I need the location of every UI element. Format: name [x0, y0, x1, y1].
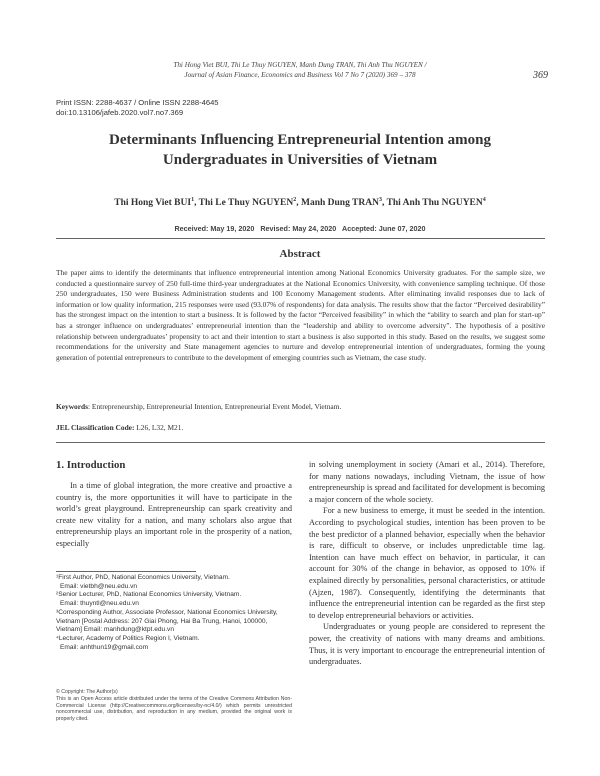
- abstract-heading: Abstract: [279, 248, 321, 260]
- author-2-affil: 2: [293, 197, 297, 203]
- author-1-affil: 1: [191, 197, 195, 203]
- copyright-line: © Copyright: The Author(s): [56, 689, 118, 695]
- right-column: [309, 459, 545, 668]
- author-3: Manh Dung TRAN: [301, 198, 379, 209]
- jel-text: L26, L32, M21.: [134, 423, 184, 432]
- right-paragraph-2: For a new business to emerge, it must be seeded in the intention. According to psychological studies, intention has been proven to be the best predictor of a planned behavior, especially when the behavior is rare, difficult to observe, or includes unpredictable time lag. Intention can have much effect on behavior, in particular, it can account for 30% of the change in behavior, as opposed to 10% if explained directly by personalities, personal characteristics, or attitude (Ajzen, 1987). Consequently, identifying the determinants that influence the entrepreneurial intention can be regarded as the first step to develop entrepreneurial behaviors or activities.: [309, 506, 545, 620]
- paper-title: [50, 130, 550, 170]
- section-heading: 1. Introduction: [56, 459, 126, 471]
- author-4: Thi Anh Thu NGUYEN: [386, 198, 483, 209]
- footnote-2: ²Senior Lecturer, PhD, National Economics University, Vietnam.: [56, 591, 242, 599]
- left-column: [56, 480, 292, 550]
- author-4-affil: 4: [482, 197, 486, 203]
- jel-label: JEL Classification Code:: [56, 423, 135, 432]
- footnote-divider: [56, 571, 196, 572]
- jel-codes: [56, 423, 183, 432]
- footnotes: [56, 574, 292, 652]
- submission-dates: Received: May 19, 2020 Revised: May 24, 2020 Accepted: June 07, 2020: [174, 224, 426, 233]
- keywords-text: : Entrepreneurship, Entrepreneurial Intention, Entrepreneurial Event Model, Vietnam.: [88, 402, 342, 411]
- divider-top: [56, 238, 545, 239]
- footnote-1: ¹First Author, PhD, National Economics University, Vietnam.: [56, 574, 230, 581]
- divider-bottom: [56, 442, 545, 443]
- header-authors: Thi Hong Viet BUI, Thi Le Thuy NGUYEN, Manh Dung TRAN, Thi Anh Thu NGUYEN /: [173, 61, 427, 69]
- page-number: 369: [533, 70, 548, 81]
- left-paragraph-1: In a time of global integration, the more creative and proactive a country is, the more opportunities it will have to participate in the world’s great playground. Entrepreneurship can spark creativity and create new vitality for a nation, and many scholars also argue that entrepreneurship plays an important role in the prosperity of a nation, especially: [56, 481, 292, 548]
- footnote-3: ³Corresponding Author, Associate Professor, National Economics University, Vietnam [Postal Address: 207 Giai Phong, Hai Ba Trung, Hanoi, 100000, Vietnam] Email: manhdung@ktpt.edu.vn: [56, 608, 278, 634]
- issn-block: [56, 98, 219, 118]
- title-line-2: Undergraduates in Universities of Vietnam: [162, 152, 438, 168]
- keywords-label: Keywords: [56, 402, 89, 411]
- author-list: Thi Hong Viet BUI$^1$, Thi Le Thuy NGUYEN$^2$, Manh Dung TRAN$^3$, Thi Anh Thu NGUYEN$^4$: [114, 197, 486, 209]
- title-line-1: Determinants Influencing Entrepreneurial Intention among: [109, 132, 491, 148]
- keywords: [56, 402, 545, 411]
- running-header: [0, 60, 600, 80]
- doi-line: doi:10.13106/jafeb.2020.vol7.no7.369: [56, 108, 184, 117]
- author-2: Thi Le Thuy NGUYEN: [198, 198, 294, 209]
- header-journal: Journal of Asian Finance, Economics and Business Vol 7 No 7 (2020) 369 – 378: [184, 71, 416, 79]
- license-text: This is an Open Access article distributed under the terms of the Creative Commons Attribution Non-Commercial License (http://Creativecommons.org/licenses/by-nc/4.0/) which permits unrestricted noncommercial use, distribution, and reproduction in any medium, provided the original work is properly cited.: [56, 695, 292, 723]
- right-paragraph-1: in solving unemployment in society (Amari et al., 2014). Therefore, for many nations nowadays, including Vietnam, the issue of how entrepreneurship is spread and facilitated for development is becoming a major concern of the whole society.: [309, 460, 545, 504]
- footnote-2-email: Email: thuyntl@neu.edu.vn: [60, 600, 139, 608]
- right-paragraph-3: Undergraduates or young people are considered to represent the power, the creativity of nations with many dreams and ambitions. Thus, it is very important to encourage the entrepreneurial intention of undergraduates.: [309, 622, 545, 667]
- author-3-affil: 3: [378, 197, 382, 203]
- footnote-4: ⁴Lecturer, Academy of Politics Region I, Vietnam.: [56, 634, 200, 642]
- issn-line: Print ISSN: 2288-4637 / Online ISSN 2288-4645: [56, 98, 219, 107]
- abstract-text: The paper aims to identify the determinants that influence entrepreneurial intention among National Economics University graduates. For the sample size, we conducted a questionnaire survey of 250 full-time third-year undergraduates at the National Economics University, with convenience sampling technique. Of those 250 undergraduates, 150 were Business Administration students and 100 Economy Management students. After eliminating invalid responses due to lack of information or low quality information, 215 responses were used (93.07% of respondents) for data analysis. The results show that the factor “Perceived desirability” has the strongest impact on the intention to start a business. It is followed by the factor “Perceived feasibility” in which the “ability to search and plan for start-up” has a stronger influence on undergraduates’ entrepreneurial intention than the “leadership and ability to overcome adversity”. The hypothesis of a positive relationship between undergraduates’ propensity to act and their intention to start a business is also supported in this study. Based on the results, we suggest some recommendations for the university and State management agencies to nurture and develop entrepreneurial intention of undergraduates, forming the young generation of potential entrepreneurs to contribute to the development of emerging countries such as Vietnam, the case study.: [56, 268, 545, 362]
- footnote-4-email: Email: anhthun19@gmail.com: [60, 643, 149, 651]
- license-notice: [56, 689, 292, 723]
- footnote-1-email: Email: vietbh@neu.edu.vn: [60, 582, 138, 590]
- author-1: Thi Hong Viet BUI: [114, 198, 192, 209]
